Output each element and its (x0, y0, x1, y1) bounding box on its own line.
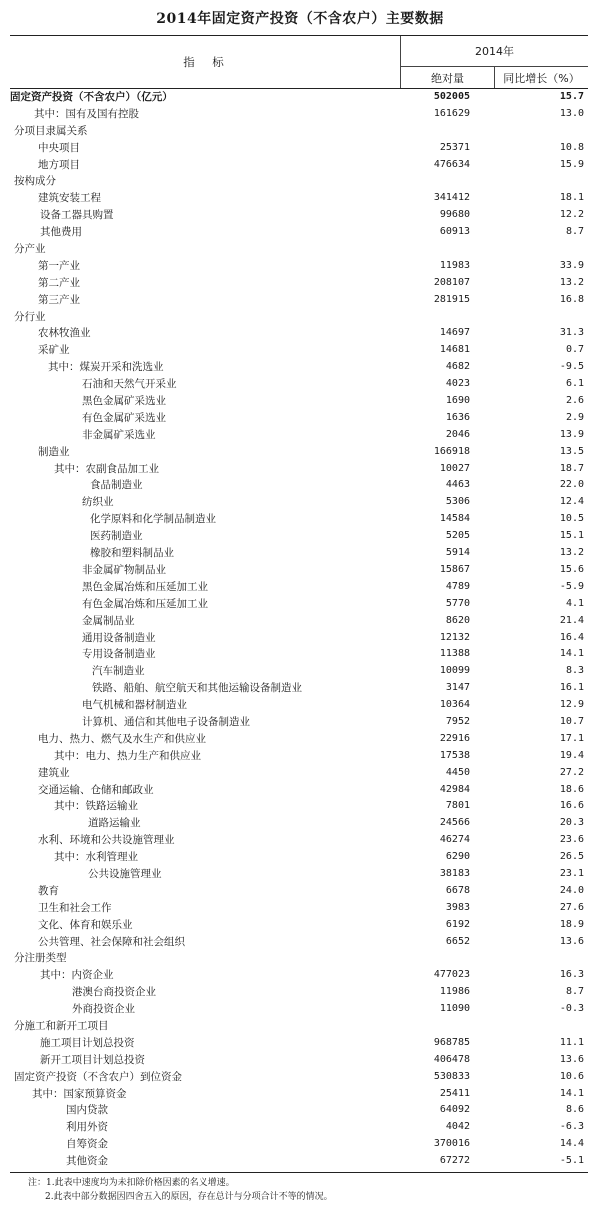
row-label: 道路运输业 (88, 817, 141, 830)
row-label: 卫生和社会工作 (38, 901, 112, 914)
row-growth-value: 14.1 (559, 1087, 584, 1099)
table-row (10, 461, 588, 478)
table-row (10, 325, 588, 342)
row-abs-value: 7801 (445, 800, 470, 812)
table-row (10, 646, 588, 663)
row-growth-value: 31.3 (559, 327, 584, 339)
row-label: 文化、体育和娱乐业 (38, 918, 133, 931)
table-row (10, 731, 588, 748)
row-growth-value: 10.6 (559, 1070, 584, 1082)
row-abs-value: 5770 (445, 597, 470, 609)
row-abs-value: 2046 (445, 428, 470, 440)
row-abs-value: 208107 (433, 276, 470, 288)
row-abs-value: 5205 (445, 530, 470, 542)
table-row (10, 140, 588, 157)
table-row (10, 832, 588, 849)
table-row (10, 748, 588, 765)
table-row (10, 934, 588, 951)
row-growth-value: 13.5 (559, 445, 584, 457)
row-abs-value: 22916 (439, 732, 470, 744)
row-growth-value: 15.6 (559, 563, 584, 575)
row-growth-value: 16.1 (559, 682, 584, 694)
table-row (10, 782, 588, 799)
row-growth-value: 20.3 (559, 817, 584, 829)
row-abs-value: 7952 (445, 715, 470, 727)
row-abs-value: 6652 (445, 935, 470, 947)
row-growth-value: 4.1 (565, 597, 584, 609)
row-growth-value: 16.3 (559, 969, 584, 981)
row-label: 专用设备制造业 (82, 648, 156, 661)
table-row (10, 224, 588, 241)
table-row (10, 1119, 588, 1136)
row-label: 第二产业 (38, 276, 80, 289)
row-growth-value: 10.5 (559, 513, 584, 525)
table-header (10, 36, 588, 88)
row-abs-value: 25371 (439, 141, 470, 153)
row-growth-value: -6.3 (559, 1121, 584, 1133)
table-row (10, 494, 588, 511)
table-row (10, 866, 588, 883)
table-row (10, 680, 588, 697)
row-abs-value: 341412 (433, 192, 470, 204)
table-row (10, 1153, 588, 1170)
row-abs-value: 11090 (439, 1003, 470, 1015)
table-row (10, 883, 588, 900)
row-label: 纺织业 (82, 496, 114, 509)
row-label: 外商投资企业 (72, 1003, 135, 1016)
row-abs-value: 17538 (439, 749, 470, 761)
row-label: 施工项目计划总投资 (40, 1036, 135, 1049)
row-abs-value: 64092 (439, 1104, 470, 1116)
row-growth-value: 15.7 (559, 91, 584, 102)
row-growth-value: 18.9 (559, 918, 584, 930)
table-row (10, 173, 588, 190)
row-label: 建筑业 (38, 766, 70, 779)
row-growth-value: 10.7 (559, 715, 584, 727)
row-label: 非金属矿采选业 (82, 428, 156, 441)
indicator-header: 指 标 (183, 55, 227, 69)
row-label: 电力、热力、燃气及水生产和供应业 (38, 732, 206, 745)
table-row (10, 106, 588, 123)
row-growth-value: 23.1 (559, 867, 584, 879)
row-label: 其中：国有及国有控股 (34, 107, 139, 120)
row-growth-value: 12.2 (559, 209, 584, 221)
row-label: 铁路、船舶、航空航天和其他运输设备制造业 (92, 682, 302, 695)
table-row (10, 815, 588, 832)
row-label: 其他资金 (66, 1155, 108, 1168)
row-growth-value: 12.4 (559, 496, 584, 508)
row-abs-value: 25411 (439, 1087, 470, 1099)
row-abs-value: 476634 (433, 158, 470, 170)
row-label: 利用外资 (66, 1121, 108, 1134)
row-abs-value: 24566 (439, 817, 470, 829)
row-growth-value: 17.1 (559, 732, 584, 744)
row-label: 其中：电力、热力生产和供应业 (54, 749, 201, 762)
row-label: 第一产业 (38, 259, 80, 272)
table-row (10, 393, 588, 410)
row-label: 分项目隶属关系 (14, 124, 88, 137)
row-growth-value: -5.9 (559, 580, 584, 592)
table-row (10, 562, 588, 579)
row-growth-value: 0.7 (565, 344, 584, 356)
row-growth-value: 2.9 (565, 411, 584, 423)
table-row (10, 477, 588, 494)
table-bottom-rule (10, 1172, 588, 1173)
row-growth-value: -9.5 (559, 361, 584, 373)
table-row (10, 1086, 588, 1103)
row-label: 公共设施管理业 (88, 867, 162, 880)
row-label: 金属制品业 (82, 614, 135, 627)
row-label: 分产业 (14, 243, 46, 256)
row-label: 水利、环境和公共设施管理业 (38, 834, 175, 847)
table-row (10, 798, 588, 815)
table-row (10, 545, 588, 562)
table-row (10, 613, 588, 630)
row-abs-value: 11388 (439, 648, 470, 660)
table-row (10, 275, 588, 292)
row-growth-value: 24.0 (559, 884, 584, 896)
row-label: 采矿业 (38, 344, 70, 357)
footnotes (28, 1176, 588, 1204)
row-label: 农林牧渔业 (38, 327, 91, 340)
table-row (10, 1035, 588, 1052)
year-header: 2014年 (475, 45, 514, 58)
row-abs-value: 38183 (439, 867, 470, 879)
row-growth-value: 13.2 (559, 547, 584, 559)
table-row (10, 697, 588, 714)
row-label: 其中：煤炭开采和洗选业 (48, 361, 164, 374)
row-abs-value: 281915 (433, 293, 470, 305)
row-label: 通用设备制造业 (82, 631, 156, 644)
row-growth-value: -0.3 (559, 1003, 584, 1015)
row-growth-value: 11.1 (559, 1036, 584, 1048)
table-row (10, 309, 588, 326)
row-abs-value: 14697 (439, 327, 470, 339)
row-growth-value: 16.6 (559, 800, 584, 812)
row-label: 橡胶和塑料制品业 (90, 547, 174, 560)
row-label: 建筑安装工程 (38, 192, 101, 205)
row-abs-value: 161629 (433, 107, 470, 119)
row-label: 固定资产投资（不含农户）到位资金 (14, 1070, 182, 1083)
row-abs-value: 5914 (445, 547, 470, 559)
table-row (10, 157, 588, 174)
row-label: 其中：国家预算资金 (32, 1087, 127, 1100)
row-growth-value: -5.1 (559, 1155, 584, 1167)
row-abs-value: 1636 (445, 411, 470, 423)
row-growth-value: 8.7 (565, 986, 584, 998)
table-row (10, 292, 588, 309)
table-row (10, 596, 588, 613)
table-row (10, 123, 588, 140)
table-row (10, 714, 588, 731)
row-label: 石油和天然气开采业 (82, 378, 177, 391)
row-label: 有色金属矿采选业 (82, 411, 166, 424)
row-growth-value: 19.4 (559, 749, 584, 761)
row-abs-value: 15867 (439, 563, 470, 575)
row-abs-value: 4789 (445, 580, 470, 592)
row-abs-value: 6192 (445, 918, 470, 930)
footnote-1: 注：1.此表中速度均为未扣除价格因素的名义增速。 (28, 1178, 235, 1188)
table-row (10, 917, 588, 934)
row-label: 中央项目 (38, 141, 80, 154)
row-abs-value: 4463 (445, 479, 470, 491)
row-abs-value: 4023 (445, 378, 470, 390)
table-row (10, 663, 588, 680)
row-label: 非金属矿物制品业 (82, 563, 166, 576)
row-label: 其他费用 (40, 226, 82, 239)
row-growth-value: 18.7 (559, 462, 584, 474)
table-row (10, 1052, 588, 1069)
row-label: 固定资产投资（不含农户）（亿元） (10, 91, 173, 103)
row-label: 交通运输、仓储和邮政业 (38, 783, 154, 796)
row-growth-value: 16.8 (559, 293, 584, 305)
row-abs-value: 6678 (445, 884, 470, 896)
row-abs-value: 14681 (439, 344, 470, 356)
row-abs-value: 14584 (439, 513, 470, 525)
table-row (10, 444, 588, 461)
row-growth-value: 14.1 (559, 648, 584, 660)
table-row (10, 849, 588, 866)
row-growth-value: 13.6 (559, 935, 584, 947)
table-row (10, 528, 588, 545)
table-row (10, 1102, 588, 1119)
row-label: 其中：农副食品加工业 (54, 462, 159, 475)
row-growth-value: 10.8 (559, 141, 584, 153)
row-abs-value: 6290 (445, 851, 470, 863)
abs-value-header: 绝对量 (431, 71, 464, 85)
row-label: 第三产业 (38, 293, 80, 306)
row-abs-value: 477023 (433, 969, 470, 981)
row-growth-value: 15.1 (559, 530, 584, 542)
row-label: 港澳台商投资企业 (72, 986, 156, 999)
row-abs-value: 166918 (433, 445, 470, 457)
row-abs-value: 42984 (439, 783, 470, 795)
row-abs-value: 12132 (439, 631, 470, 643)
row-abs-value: 406478 (433, 1053, 470, 1065)
table-body (10, 89, 588, 1170)
row-growth-value: 13.9 (559, 428, 584, 440)
row-abs-value: 4682 (445, 361, 470, 373)
table-row (10, 1018, 588, 1035)
row-growth-value: 2.6 (565, 395, 584, 407)
row-abs-value: 5306 (445, 496, 470, 508)
row-abs-value: 10099 (439, 665, 470, 677)
row-growth-value: 27.6 (559, 901, 584, 913)
row-abs-value: 46274 (439, 834, 470, 846)
table-row (10, 1136, 588, 1153)
row-label: 其中：水利管理业 (54, 851, 138, 864)
row-growth-value: 26.5 (559, 851, 584, 863)
row-abs-value: 370016 (433, 1138, 470, 1150)
growth-header: 同比增长（%） (503, 71, 580, 85)
row-label: 其中：铁路运输业 (54, 800, 138, 813)
row-label: 教育 (38, 884, 59, 897)
table-row (10, 579, 588, 596)
row-abs-value: 60913 (439, 226, 470, 238)
row-label: 新开工项目计划总投资 (40, 1053, 145, 1066)
table-row (10, 207, 588, 224)
row-label: 电气机械和器材制造业 (82, 699, 187, 712)
row-abs-value: 10364 (439, 699, 470, 711)
table-row (10, 258, 588, 275)
table-title: 2014年固定资产投资（不含农户）主要数据 (156, 11, 444, 27)
row-label: 黑色金属矿采选业 (82, 395, 166, 408)
row-growth-value: 18.6 (559, 783, 584, 795)
table-row (10, 241, 588, 258)
table-row (10, 342, 588, 359)
row-label: 汽车制造业 (92, 665, 145, 678)
row-growth-value: 15.9 (559, 158, 584, 170)
table-row (10, 511, 588, 528)
row-growth-value: 21.4 (559, 614, 584, 626)
table-row (10, 765, 588, 782)
table-row (10, 967, 588, 984)
row-abs-value: 3983 (445, 901, 470, 913)
row-label: 食品制造业 (90, 479, 143, 492)
row-abs-value: 4450 (445, 766, 470, 778)
table-row (10, 1069, 588, 1086)
row-abs-value: 4042 (445, 1121, 470, 1133)
table-row (10, 630, 588, 647)
table-row (10, 900, 588, 917)
row-growth-value: 13.6 (559, 1053, 584, 1065)
row-growth-value: 33.9 (559, 259, 584, 271)
row-abs-value: 67272 (439, 1155, 470, 1167)
footnote-2: 2.此表中部分数据因四舍五入的原因，存在总计与分项合计不等的情况。 (45, 1192, 333, 1202)
row-label: 公共管理、社会保障和社会组织 (38, 935, 185, 948)
row-abs-value: 11983 (439, 259, 470, 271)
row-label: 地方项目 (38, 158, 80, 171)
table-row (10, 410, 588, 427)
row-growth-value: 8.3 (565, 665, 584, 677)
table-row (10, 376, 588, 393)
row-abs-value: 10027 (439, 462, 470, 474)
row-growth-value: 27.2 (559, 766, 584, 778)
row-growth-value: 13.0 (559, 107, 584, 119)
row-label: 有色金属冶炼和压延加工业 (82, 597, 208, 610)
row-label: 设备工器具购置 (40, 209, 114, 222)
table-row (10, 950, 588, 967)
row-abs-value: 8620 (445, 614, 470, 626)
row-growth-value: 23.6 (559, 834, 584, 846)
row-label: 计算机、通信和其他电子设备制造业 (82, 715, 250, 728)
table-row (10, 359, 588, 376)
row-abs-value: 99680 (439, 209, 470, 221)
table-row (10, 89, 588, 106)
row-label: 按构成分 (14, 175, 56, 188)
row-label: 国内贷款 (66, 1104, 108, 1117)
row-abs-value: 3147 (445, 682, 470, 694)
table-row (10, 1001, 588, 1018)
row-label: 制造业 (38, 445, 70, 458)
row-abs-value: 1690 (445, 395, 470, 407)
row-growth-value: 22.0 (559, 479, 584, 491)
row-growth-value: 12.9 (559, 699, 584, 711)
row-label: 其中：内资企业 (40, 969, 114, 982)
row-label: 化学原料和化学制品制造业 (90, 513, 216, 526)
row-label: 黑色金属冶炼和压延加工业 (82, 580, 208, 593)
row-abs-value: 11986 (439, 986, 470, 998)
table-row (10, 427, 588, 444)
table-row (10, 984, 588, 1001)
row-growth-value: 13.2 (559, 276, 584, 288)
row-abs-value: 502005 (433, 91, 470, 102)
row-growth-value: 8.7 (565, 226, 584, 238)
row-label: 分注册类型 (14, 952, 67, 965)
row-label: 分施工和新开工项目 (14, 1019, 109, 1032)
row-growth-value: 18.1 (559, 192, 584, 204)
row-label: 医药制造业 (90, 530, 143, 543)
row-growth-value: 6.1 (565, 378, 584, 390)
row-label: 自筹资金 (66, 1138, 108, 1151)
row-growth-value: 8.6 (565, 1104, 584, 1116)
row-label: 分行业 (14, 310, 46, 323)
row-growth-value: 14.4 (559, 1138, 584, 1150)
row-abs-value: 530833 (433, 1070, 470, 1082)
row-growth-value: 16.4 (559, 631, 584, 643)
table-row (10, 190, 588, 207)
row-abs-value: 968785 (433, 1036, 470, 1048)
